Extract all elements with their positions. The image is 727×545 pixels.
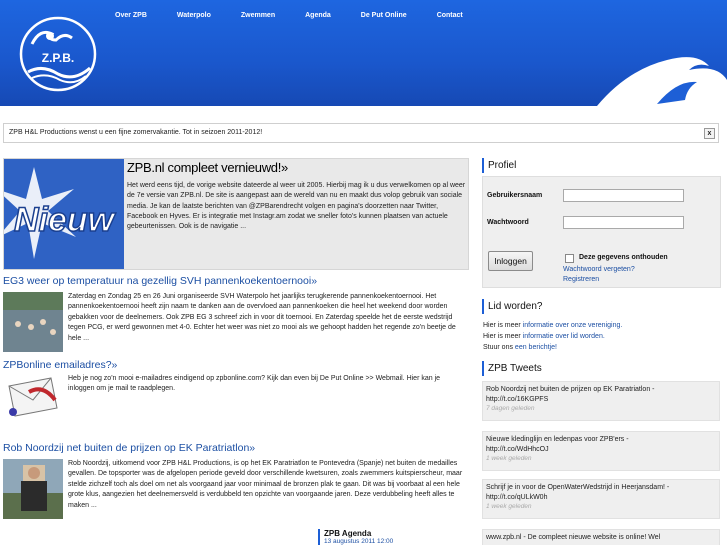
zpb-logo[interactable]: [18, 14, 98, 92]
agenda-item[interactable]: 13 augustus 2011 12:00: [324, 538, 394, 545]
article-body: Heb je nog zo'n mooi e-mailadres eindigend op zpbonline.com? Kijk dan even bij De Put Online >> Webmail. Hier kan je inloggen om je mail te raadplegen.: [68, 375, 441, 393]
contact-message-link[interactable]: een berichtje!: [514, 344, 557, 351]
article-body: Rob Noordzij, uitkomend voor ZPB H&L Productions, is op het EK Paratriatlon te Pontevedra (Spanje) net buiten de medailles gevallen. De topsporter was de afgelopen periode geveld door verschillende kwetsuren, zoals zwemmers kuitspierscheur, maar stelde zichzelf toch als doel om net als voorgaand jaar voor minimaal de bronzen plak te gaan. Dit was bij voorbaat al een hele grote klus, aangezien het deelnemersveld is verdubbeld ten opzichte van voorgaande jaren. Deze verdubbeling heeft alles te maken ...: [68, 460, 463, 509]
login-links: [563, 265, 635, 285]
nav-over-zpb[interactable]: Over ZPB: [115, 12, 147, 19]
tweet-item: [482, 431, 720, 471]
article-item: [3, 275, 469, 355]
article-thumbnail[interactable]: [3, 459, 63, 519]
password-input[interactable]: [563, 216, 684, 229]
remember-label: Deze gegevens onthouden: [579, 254, 668, 261]
nav-zwemmen[interactable]: Zwemmen: [240, 12, 276, 19]
tweets-heading: ZPB Tweets: [482, 361, 720, 376]
tweet-time: 7 dagen geleden: [486, 405, 535, 412]
tweet-time: 1 week geleden: [486, 503, 532, 510]
tweet-text: Rob Noordzij net buiten de prijzen op EK Paratriatlon -: [486, 386, 655, 393]
tweet-text: Nieuwe kledinglijn en ledenpas voor ZPB'ers -: [486, 436, 629, 443]
profiel-heading: Profiel: [482, 158, 722, 173]
nav-de-put-online[interactable]: De Put Online: [360, 12, 407, 19]
lid-line3-prefix: Stuur ons: [483, 344, 515, 351]
lid-worden-info-link[interactable]: informatie over lid worden.: [522, 333, 605, 340]
article-item: [3, 442, 469, 522]
notice-bar: [3, 123, 719, 143]
tweet-link[interactable]: http://t.co/qULkW0h: [486, 494, 548, 501]
notice-text: ZPB H&L Productions wenst u een fijne zomervakantie. Tot in seizoen 2011-2012!: [9, 129, 263, 136]
password-label: Wachtwoord: [487, 219, 529, 226]
tweet-link[interactable]: http://t.co/WdHhcOJ: [486, 446, 549, 453]
agenda-box: [318, 529, 470, 545]
vereniging-info-link[interactable]: informatie over onze vereniging.: [522, 322, 623, 329]
tweet-text: www.zpb.nl - De compleet nieuwe website is online! Wel: [486, 534, 661, 541]
article-title[interactable]: ZPBonline emailadres?»: [3, 359, 118, 371]
remember-checkbox[interactable]: [565, 254, 574, 263]
featured-image-text: Nieuw: [13, 201, 115, 239]
email-icon[interactable]: [3, 374, 63, 419]
article-body: Zaterdag en Zondag 25 en 26 Juni organiseerde SVH Waterpolo het jaarlijks terugkerende pannenkoekentoernooi. Het pannenkoekentoernooi heeft zijn naam te danken aan de overvloed aan pannenkoeken die heel het weekend door worden gebakken voor de deelnemers. Ook ZPB EG 3 schreef zich in voor dit toernooi. En Zaterdag speelde het de eerste wedstrijd tegen PCG, er werd gewonnen met 4-0. Echter het weer was niet zo mooi als we gehoopt hadden het regende zo'n beetje de hele ...: [68, 293, 456, 342]
tweet-time: 1 week geleden: [486, 455, 532, 462]
lid-worden-text: [483, 320, 622, 353]
lid-line1-prefix: Hier is meer: [483, 322, 523, 329]
article-item: [3, 359, 469, 409]
register-link[interactable]: Registreren: [563, 276, 600, 283]
site-header: [0, 0, 727, 106]
login-box: [482, 176, 721, 288]
tweet-item: [482, 381, 720, 421]
featured-image[interactable]: [4, 159, 124, 269]
tweet-item: [482, 479, 720, 519]
tweet-link[interactable]: http://t.co/16KGPFS: [486, 396, 549, 403]
article-thumbnail[interactable]: [3, 292, 63, 352]
featured-article: [3, 158, 469, 270]
close-icon[interactable]: x: [704, 128, 715, 139]
article-title[interactable]: Rob Noordzij net buiten de prijzen op EK Paratriatlon»: [3, 442, 256, 454]
username-input[interactable]: [563, 189, 684, 202]
nav-agenda[interactable]: Agenda: [305, 12, 331, 19]
forgot-password-link[interactable]: Wachtwoord vergeten?: [563, 266, 635, 273]
featured-title[interactable]: ZPB.nl compleet vernieuwd!»: [127, 160, 288, 175]
lid-line2-prefix: Hier is meer: [483, 333, 523, 340]
username-label: Gebruikersnaam: [487, 192, 543, 199]
lid-worden-heading: Lid worden?: [482, 299, 720, 314]
tweet-text: Schrijf je in voor de OpenWaterWedstrijd in Heerjansdam! -: [486, 484, 670, 491]
sidebar: [482, 158, 722, 173]
login-button[interactable]: Inloggen: [488, 251, 533, 271]
article-title[interactable]: EG3 weer op temperatuur na gezellig SVH pannenkoekentoernooi»: [3, 275, 318, 287]
nav-contact[interactable]: Contact: [436, 12, 463, 19]
main-nav: [100, 12, 478, 26]
tweet-item: [482, 529, 720, 545]
wave-graphic: [597, 40, 727, 106]
logo-text: Z.P.B.: [41, 51, 75, 65]
nav-waterpolo[interactable]: Waterpolo: [176, 12, 211, 19]
featured-body: Het werd eens tijd, de vorige website dateerde al weer uit 2005. Hierbij mag ik u dus verwelkomen op al weer de 7e versie van ZPB.nl. De site is aangepast aan de wereld van nu en maakt dus volop gebruik van sociale media. Je kan de laatste berichten van @ZPBarendrecht volgen en pagina's doorzetten naar Twitter, Facebook en Hyves. Er is integratie met Instagr.am zodat we sneller foto's kunnen plaatsen van actuele gebeurtenissen. Ook is de navigatie ...: [127, 182, 466, 231]
agenda-title: ZPB Agenda: [324, 529, 372, 538]
